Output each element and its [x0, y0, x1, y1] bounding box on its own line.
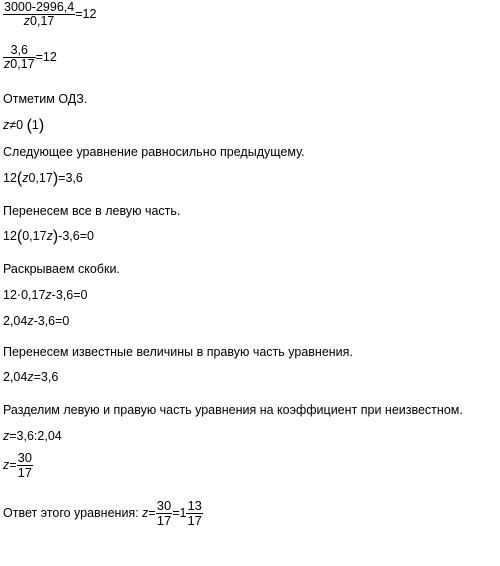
mixed-numerator: 13	[187, 498, 202, 513]
numerator: 30	[156, 498, 172, 513]
variable: z	[22, 171, 29, 185]
numerator: 30	[17, 450, 33, 465]
text-move-left: Перенесем все в левую часть.	[3, 204, 181, 218]
equals: =	[172, 505, 180, 520]
rhs: =3,6	[58, 171, 83, 185]
right-paren: )	[52, 228, 59, 245]
answer-line	[3, 499, 203, 528]
equation-8	[3, 429, 62, 443]
fraction	[17, 451, 33, 480]
answer-label: Ответ этого уравнения:	[3, 505, 139, 520]
variable: z	[46, 229, 53, 243]
left-paren: (	[16, 170, 23, 187]
value: 0,17	[28, 171, 53, 185]
text-divide: Разделим левую и правую часть уравнения на коэффициент при неизвестном.	[3, 403, 463, 417]
rhs: =12	[75, 6, 97, 21]
variable: z	[4, 57, 11, 71]
denominator-value: 0,17	[10, 57, 35, 71]
not-equal: ≠	[9, 118, 17, 132]
rhs: =3,6:2,04	[9, 429, 62, 443]
text-known-values: Перенесем известные величины в правую часть уравнения.	[3, 345, 353, 359]
equals: =	[9, 457, 17, 472]
rhs: -3,6=0	[33, 314, 70, 328]
left-paren: (	[16, 228, 23, 245]
denominator-value: 0,17	[30, 14, 55, 28]
rhs: =12	[35, 49, 57, 64]
equation-9	[3, 451, 33, 480]
text-equivalent: Следующее уравнение равносильно предыдущему.	[3, 145, 305, 159]
variable: z	[23, 14, 31, 28]
equation-1	[3, 1, 96, 28]
denominator: 17	[156, 513, 172, 528]
equation-6	[3, 314, 69, 328]
equation-4	[3, 229, 94, 244]
variable: z	[27, 314, 34, 328]
equation-5	[3, 288, 87, 302]
fraction	[3, 44, 36, 71]
rhs: =3,6	[33, 370, 59, 384]
right-paren: )	[52, 170, 59, 187]
fraction	[3, 1, 75, 28]
variable: z	[27, 370, 34, 384]
odz-value: 0	[16, 118, 24, 132]
right-paren: )	[38, 117, 45, 134]
variable: z	[45, 288, 52, 302]
value: 0,17	[22, 229, 47, 243]
product: 12·0,17	[3, 288, 46, 302]
rhs: -3,6=0	[51, 288, 88, 302]
variable: z	[3, 429, 10, 443]
odz-equation	[3, 118, 44, 133]
denominator	[3, 15, 75, 28]
left-paren: (	[26, 117, 32, 134]
equation-2	[3, 44, 57, 71]
numerator: 3000-2996,4	[4, 0, 75, 14]
rhs: -3,6=0	[58, 229, 94, 243]
equation-3	[3, 171, 83, 186]
odz-label: Отметим ОДЗ.	[3, 92, 88, 106]
numerator: 3,6	[3, 44, 36, 58]
equation-7	[3, 370, 58, 384]
coefficient: 2,04	[3, 370, 28, 384]
mixed-denominator: 17	[187, 513, 202, 528]
equation-number: 1	[31, 118, 39, 132]
denominator	[3, 58, 36, 71]
mixed-fraction	[186, 499, 202, 528]
denominator: 17	[17, 465, 33, 480]
text-open-brackets: Раскрываем скобки.	[3, 262, 120, 276]
coefficient: 12	[3, 171, 17, 185]
coefficient: 12	[3, 229, 17, 243]
fraction	[156, 499, 172, 528]
whole-part: 1	[179, 505, 187, 520]
equals: =	[148, 505, 156, 520]
variable: z	[142, 505, 149, 520]
variable: z	[3, 118, 10, 132]
variable: z	[3, 457, 10, 472]
coefficient: 2,04	[3, 314, 28, 328]
